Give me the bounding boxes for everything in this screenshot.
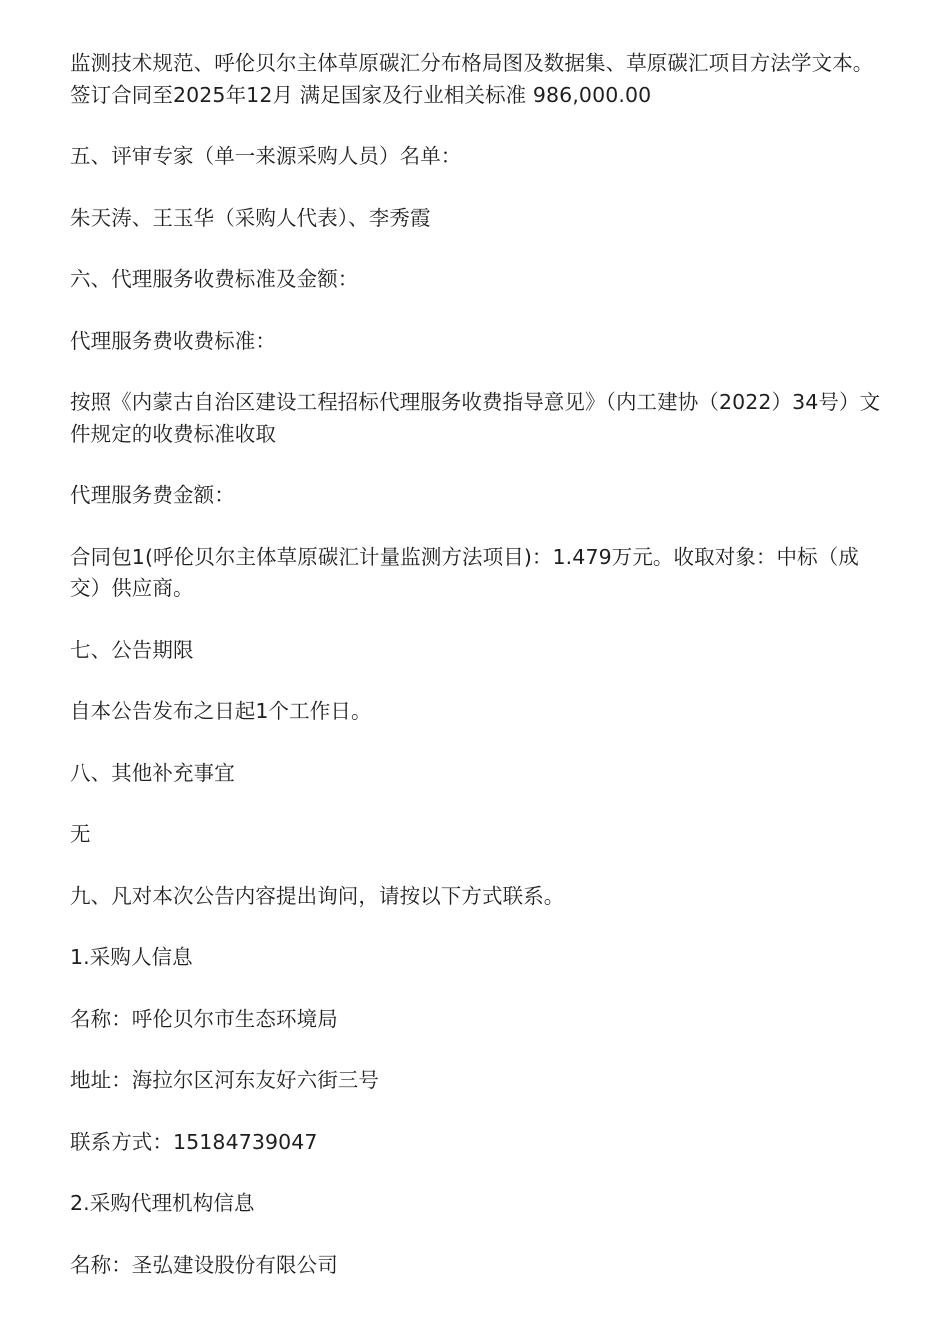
purchaser-phone: 联系方式：15184739047 [70, 1129, 318, 1154]
fee-amount-label: 代理服务费金额： [70, 483, 235, 507]
fee-amount-text: 合同包1(呼伦贝尔主体草原碳汇计量监测方法项目)：1.479万元。收取对象：中标（成交）供应商。 [70, 544, 859, 600]
announcement-document [70, 48, 882, 1311]
agency-name: 名称：圣弘建设股份有限公司 [70, 1252, 338, 1277]
purchaser-address: 地址：海拉尔区河东友好六街三号 [70, 1068, 379, 1092]
purchaser-heading: 1.采购人信息 [70, 945, 193, 969]
section-heading-experts: 五、评审专家（单一来源采购人员）名单： [70, 144, 462, 168]
section-heading-fee: 六、代理服务收费标准及金额： [70, 267, 359, 291]
period-text: 自本公告发布之日起1个工作日。 [70, 699, 372, 723]
fee-standard-label: 代理服务费收费标准： [70, 328, 276, 353]
section-heading-contact: 九、凡对本次公告内容提出询问，请按以下方式联系。 [70, 883, 565, 908]
experts-list: 朱天涛、王玉华（采购人代表）、李秀霞 [70, 205, 431, 230]
purchaser-name: 名称：呼伦贝尔市生态环境局 [70, 1006, 338, 1031]
section-heading-other: 八、其他补充事宜 [70, 760, 235, 785]
intro-paragraph: 监测技术规范、呼伦贝尔主体草原碳汇分布格局图及数据集、草原碳汇项目方法学文本。 签订合同至2025年12月 满足国家及行业相关标准 986,000.00 [70, 51, 874, 107]
other-text: 无 [70, 822, 91, 846]
agency-heading: 2.采购代理机构信息 [70, 1191, 255, 1215]
section-heading-period: 七、公告期限 [70, 637, 194, 662]
fee-standard-text: 按照《内蒙古自治区建设工程招标代理服务收费指导意见》（内工建协（2022）34号）文件规定的收费标准收取 [70, 390, 881, 446]
